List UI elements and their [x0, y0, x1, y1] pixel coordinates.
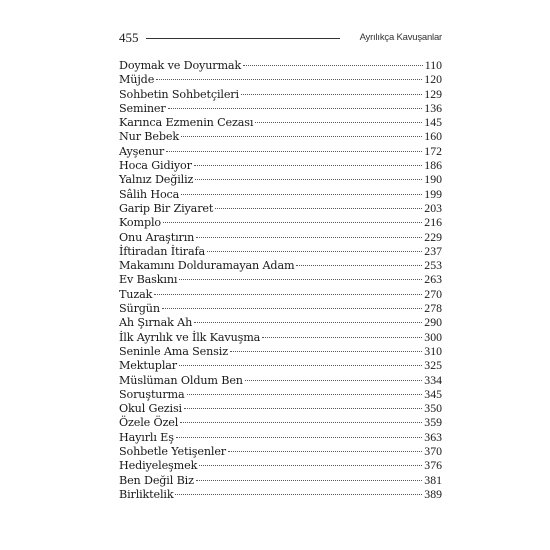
toc-entry-title: İlk Ayrılık ve İlk Kavuşma — [119, 330, 261, 344]
toc-entry — [119, 129, 442, 143]
toc-dot-leader — [195, 179, 422, 180]
toc-dot-leader — [156, 79, 422, 80]
toc-entry-title: Özele Özel — [119, 416, 179, 430]
toc-entry-page: 237 — [424, 243, 442, 258]
toc-entry — [119, 415, 442, 429]
toc-entry-title: Müslüman Oldum Ben — [119, 373, 243, 387]
toc-entry-page: 199 — [424, 186, 442, 201]
toc-entry — [119, 144, 442, 158]
toc-dot-leader — [255, 122, 422, 123]
toc-entry — [119, 172, 442, 186]
toc-entry-page: 129 — [424, 86, 442, 101]
toc-dot-leader — [162, 308, 422, 309]
toc-entry-title: Sohbetle Yetişenler — [119, 445, 227, 459]
toc-entry-page: 370 — [424, 444, 442, 459]
toc-entry-page: 300 — [424, 329, 442, 344]
toc-entry-title: Sohbetin Sohbetçileri — [119, 87, 239, 101]
toc-entry-title: Sâlih Hoca — [119, 187, 180, 201]
toc-dot-leader — [181, 136, 422, 137]
toc-dot-leader — [194, 165, 422, 166]
toc-entry-title: Ben Değil Biz — [119, 473, 194, 487]
toc-dot-leader — [179, 279, 422, 280]
page-number: 455 — [119, 30, 139, 45]
toc-entry-page: 363 — [424, 429, 442, 444]
toc-entry-title: Onu Araştırın — [119, 230, 195, 244]
toc-entry-page: 186 — [424, 158, 442, 173]
toc-entry-page: 229 — [424, 229, 442, 244]
toc-entry — [119, 473, 442, 487]
toc-entry-title: Hayırlı Eş — [119, 430, 174, 444]
toc-dot-leader — [176, 437, 423, 438]
toc-entry-page: 310 — [424, 343, 442, 358]
toc-entry-page: 270 — [424, 286, 442, 301]
toc-entry — [119, 387, 442, 401]
toc-entry-title: Garip Bir Ziyaret — [119, 201, 214, 215]
toc-dot-leader — [166, 151, 422, 152]
toc-entry — [119, 87, 442, 101]
toc-entry-title: Komplo — [119, 216, 161, 230]
toc-entry-title: Ayşenur — [119, 144, 165, 158]
toc-entry-page: 350 — [424, 401, 442, 416]
toc-entry-page: 120 — [424, 72, 442, 87]
toc-dot-leader — [181, 194, 422, 195]
toc-dot-leader — [168, 108, 423, 109]
toc-entry — [119, 301, 442, 315]
toc-entry — [119, 401, 442, 415]
toc-entry-page: 290 — [424, 315, 442, 330]
toc-entry — [119, 244, 442, 258]
toc-entry-page: 389 — [424, 486, 442, 501]
toc-entry — [119, 258, 442, 272]
toc-entry — [119, 115, 442, 129]
toc-entry-title: Yalnız Değiliz — [119, 173, 194, 187]
toc-entry-title: Hoca Gidiyor — [119, 159, 192, 173]
toc-entry-page: 359 — [424, 415, 442, 430]
toc-dot-leader — [184, 408, 422, 409]
toc-entry-title: Mektuplar — [119, 359, 177, 373]
running-header — [119, 30, 442, 46]
toc-entry-title: Karınca Ezmenin Cezası — [119, 116, 254, 130]
toc-dot-leader — [243, 65, 423, 66]
toc-entry — [119, 373, 442, 387]
toc-entry — [119, 315, 442, 329]
toc-entry — [119, 287, 442, 301]
toc-entry — [119, 458, 442, 472]
toc-entry — [119, 330, 442, 344]
toc-entry — [119, 215, 442, 229]
toc-entry-page: 110 — [424, 58, 442, 72]
toc-entry — [119, 358, 442, 372]
toc-entry-page: 263 — [424, 272, 442, 287]
toc-entry-title: Sürgün — [119, 302, 160, 316]
toc-dot-leader — [154, 294, 422, 295]
table-of-contents — [119, 58, 442, 501]
toc-entry-title: İftiradan İtirafa — [119, 244, 206, 258]
toc-entry — [119, 444, 442, 458]
toc-entry — [119, 487, 442, 501]
toc-entry — [119, 201, 442, 215]
toc-dot-leader — [163, 222, 422, 223]
toc-entry-title: Birliktelik — [119, 487, 174, 501]
toc-dot-leader — [262, 337, 422, 338]
toc-entry-page: 136 — [424, 100, 442, 115]
toc-entry-page: 160 — [424, 129, 442, 144]
toc-entry-page: 325 — [424, 358, 442, 373]
toc-entry-title: Makamını Dolduramayan Adam — [119, 259, 295, 273]
toc-dot-leader — [241, 94, 422, 95]
toc-entry-title: Doymak ve Doyurmak — [119, 59, 242, 72]
toc-entry-page: 216 — [424, 215, 442, 230]
toc-dot-leader — [245, 380, 422, 381]
toc-entry-page: 345 — [424, 386, 442, 401]
toc-entry-page: 376 — [424, 458, 442, 473]
toc-entry-title: Ev Baskını — [119, 273, 178, 287]
toc-dot-leader — [194, 322, 422, 323]
toc-entry-page: 172 — [424, 143, 442, 158]
toc-dot-leader — [207, 251, 422, 252]
toc-entry-title: Hediyeleşmek — [119, 459, 198, 473]
toc-entry — [119, 430, 442, 444]
toc-entry-page: 253 — [424, 258, 442, 273]
toc-dot-leader — [175, 494, 422, 495]
toc-entry-page: 190 — [424, 172, 442, 187]
toc-entry-title: Müjde — [119, 73, 155, 87]
toc-dot-leader — [215, 208, 422, 209]
toc-entry-page: 278 — [424, 301, 442, 316]
toc-entry-title: Okul Gezisi — [119, 402, 182, 416]
toc-entry — [119, 101, 442, 115]
toc-entry — [119, 187, 442, 201]
toc-dot-leader — [180, 422, 422, 423]
toc-dot-leader — [187, 394, 423, 395]
toc-entry — [119, 72, 442, 86]
toc-entry — [119, 344, 442, 358]
toc-entry-page: 334 — [424, 372, 442, 387]
toc-dot-leader — [228, 451, 422, 452]
toc-entry-title: Seminer — [119, 101, 166, 115]
toc-entry-title: Seninle Ama Sensiz — [119, 344, 228, 358]
toc-dot-leader — [196, 480, 422, 481]
toc-dot-leader — [199, 465, 422, 466]
toc-dot-leader — [196, 237, 422, 238]
toc-entry — [119, 272, 442, 286]
toc-dot-leader — [230, 351, 422, 352]
toc-entry — [119, 58, 442, 72]
book-title: Ayrılıkça Kavuşanlar — [359, 32, 442, 43]
toc-entry-page: 145 — [424, 115, 442, 130]
toc-entry-title: Nur Bebek — [119, 130, 179, 144]
toc-entry-page: 381 — [424, 472, 442, 487]
toc-entry — [119, 230, 442, 244]
header-rule — [146, 38, 340, 39]
toc-entry-title: Tuzak — [119, 287, 153, 301]
toc-entry — [119, 158, 442, 172]
toc-entry-title: Soruşturma — [119, 387, 185, 401]
toc-entry-page: 203 — [424, 200, 442, 215]
toc-dot-leader — [296, 265, 422, 266]
toc-dot-leader — [179, 365, 422, 366]
toc-entry-title: Ah Şırnak Ah — [119, 316, 193, 330]
